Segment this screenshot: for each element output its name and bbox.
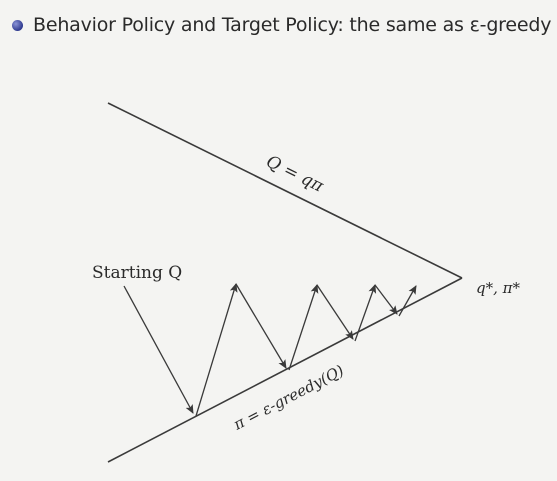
zigzag-arrow-7 bbox=[399, 286, 416, 316]
bullet-text: Behavior Policy and Target Policy: the same as ε-greedy bbox=[33, 14, 552, 36]
convergence-label: q*, π* bbox=[476, 279, 520, 297]
zigzag-arrow-4 bbox=[317, 285, 353, 339]
zigzag-arrow-2 bbox=[236, 284, 286, 368]
zigzag-arrow-5 bbox=[355, 285, 375, 341]
start-arrow bbox=[124, 286, 193, 413]
start-label: Starting Q bbox=[92, 263, 183, 283]
zigzag-arrow-1 bbox=[196, 284, 236, 416]
zigzag-arrow-3 bbox=[289, 285, 317, 370]
zigzag-arrow-6 bbox=[375, 285, 397, 314]
lower-line-label: π = ε-greedy(Q) bbox=[230, 361, 347, 434]
upper-line bbox=[108, 103, 462, 278]
lower-line bbox=[108, 278, 462, 462]
upper-line-label: Q = qπ bbox=[262, 151, 327, 197]
